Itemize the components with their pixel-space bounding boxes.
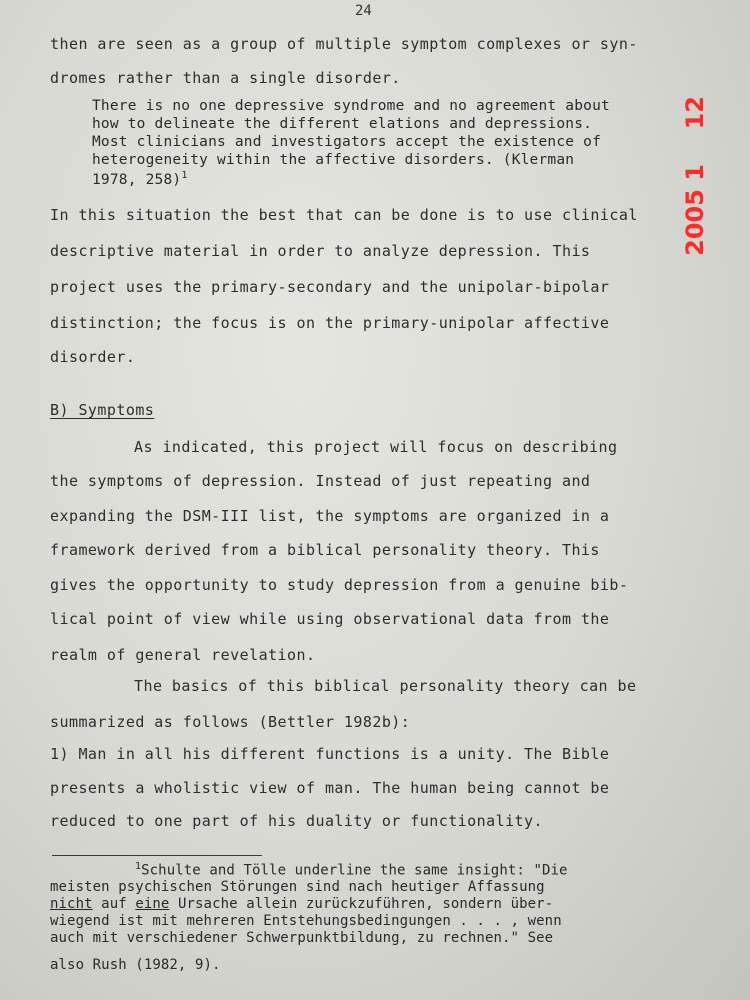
body-line: distinction; the focus is on the primary-unipolar affective: [50, 314, 610, 332]
body-line: As indicated, this project will focus on describing: [134, 438, 618, 456]
block-quote-line: Most clinicians and investigators accept the existence of: [92, 134, 601, 150]
body-line: dromes rather than a single disorder.: [50, 69, 401, 87]
page-number: 24: [355, 3, 372, 19]
footnote-line: meisten psychischen Störungen sind nach heutiger Affassung: [50, 879, 545, 895]
footnote-line: [135, 862, 568, 878]
body-line: realm of general revelation.: [50, 646, 316, 664]
block-quote-line: heterogeneity within the affective disorders. (Klerman: [92, 152, 575, 168]
body-line: The basics of this biblical personality theory can be: [134, 677, 637, 695]
body-line: gives the opportunity to study depression from a genuine bib-: [50, 576, 629, 594]
block-quote-line: [92, 171, 188, 187]
body-line: disorder.: [50, 348, 136, 366]
footnote-text: auf: [92, 896, 136, 912]
footnote-line: also Rush (1982, 9).: [50, 957, 221, 973]
body-line: framework derived from a biblical personality theory. This: [50, 541, 600, 559]
body-line: project uses the primary-secondary and the unipolar-bipolar: [50, 278, 610, 296]
body-line: reduced to one part of his duality or functionality.: [50, 812, 543, 830]
body-line: then are seen as a group of multiple symptom complexes or syn-: [50, 35, 638, 53]
underlined-word: nicht: [50, 896, 93, 912]
footnote-reference: 1: [181, 170, 188, 181]
underlined-word: eine: [135, 896, 170, 912]
section-heading: B) Symptoms: [50, 401, 155, 419]
footnote-line: [50, 897, 553, 911]
date-stamp-day: 12: [681, 96, 709, 130]
footnote-text: Ursache allein zurückzuführen, sondern über-: [169, 896, 554, 912]
footnote-line: wiegend ist mit mehreren Entstehungsbedingungen . . . , wenn: [50, 913, 562, 929]
block-quote-line: how to delineate the different elations and depressions.: [92, 116, 593, 132]
body-line: descriptive material in order to analyze depression. This: [50, 242, 591, 260]
body-line: lical point of view while using observational data from the: [50, 610, 610, 628]
footnote-text: Schulte and Tölle underline the same insight: "Die: [141, 862, 568, 879]
body-line: presents a wholistic view of man. The human being cannot be: [50, 779, 610, 797]
date-stamp-year: 2005 1: [681, 164, 709, 256]
body-line: 1) Man in all his different functions is a unity. The Bible: [50, 745, 610, 763]
footnote-marker: 1: [135, 861, 142, 872]
body-line: summarized as follows (Bettler 1982b):: [50, 713, 411, 731]
body-line: In this situation the best that can be done is to use clinical: [50, 206, 638, 224]
footnote-line: auch mit verschiedener Schwerpunktbildung, zu rechnen." See: [50, 930, 554, 946]
body-line: expanding the DSM-III list, the symptoms are organized in a: [50, 507, 610, 525]
block-quote-citation: 1978, 258): [92, 171, 182, 188]
footnote-divider: [52, 855, 262, 856]
body-line: the symptoms of depression. Instead of just repeating and: [50, 472, 591, 490]
block-quote-line: There is no one depressive syndrome and no agreement about: [92, 98, 610, 114]
date-stamp: [682, 96, 708, 256]
